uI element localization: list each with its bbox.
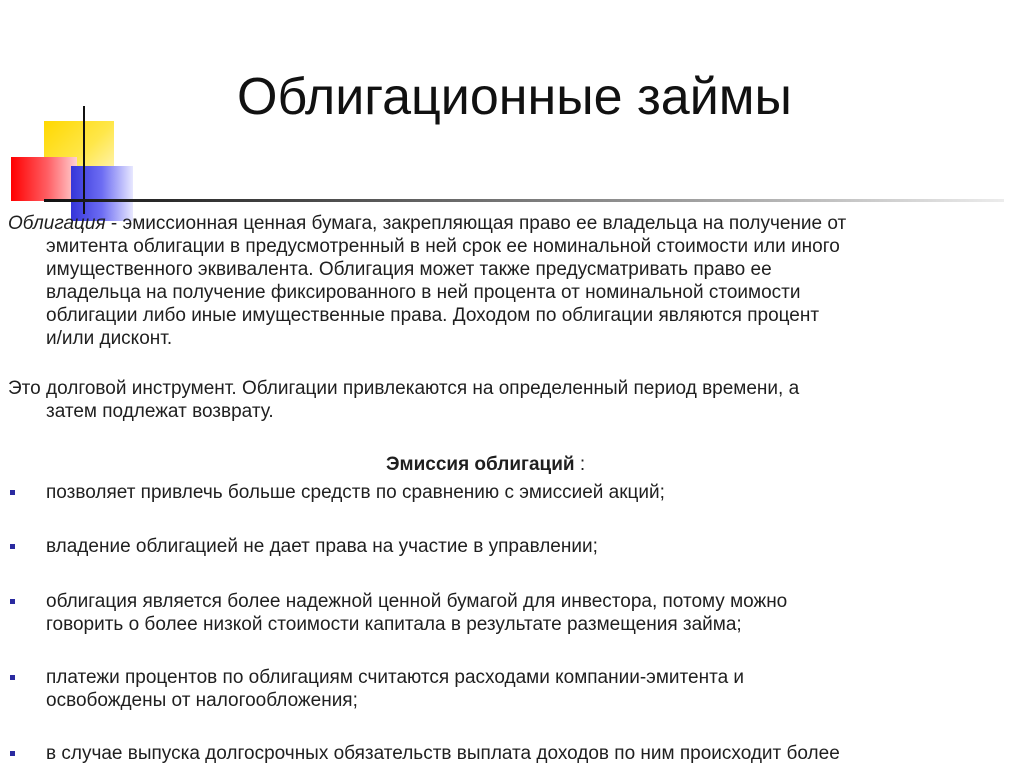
definition-line: и/или дисконт.	[46, 328, 173, 349]
list-item-text	[46, 535, 1012, 558]
definition-line: облигации либо иные имущественные права. Доходом по облигации являются процент	[46, 305, 820, 326]
definition-paragraph	[8, 212, 1014, 350]
list-item-line: владение облигацией не дает права на участие в управлении;	[46, 536, 598, 557]
list-item-line: платежи процентов по облигациям считаются расходами компании-эмитента и	[46, 667, 745, 688]
definition-term: Облигация	[8, 213, 106, 234]
list-item-text	[46, 481, 1012, 504]
square-bullet-icon	[10, 675, 15, 680]
square-bullet-icon	[10, 751, 15, 756]
emission-heading	[386, 453, 585, 476]
emission-heading-colon: :	[574, 454, 586, 475]
list-item-line: в случае выпуска долгосрочных обязательств выплата доходов по ним происходит более	[46, 743, 840, 764]
definition-line: эмитента облигации в предусмотренный в ней срок ее номинальной стоимости или иного	[46, 236, 840, 257]
list-item-text	[46, 742, 1012, 765]
square-bullet-icon	[10, 599, 15, 604]
title-divider-line	[44, 199, 1004, 202]
definition-text: - эмиссионная ценная бумага, закрепляющая право ее владельца на получение от	[105, 213, 847, 234]
list-item-line: освобождены от налогообложения;	[46, 690, 358, 711]
decoration-vertical-line	[83, 106, 85, 214]
list-item-line: облигация является более надежной ценной бумагой для инвестора, потому можно	[46, 591, 788, 612]
slide-title: Облигационные займы	[237, 67, 792, 126]
decoration-red-square	[11, 157, 77, 201]
definition-line: имущественного эквивалента. Облигация может также предусматривать право ее	[46, 259, 772, 280]
definition-line	[8, 212, 1014, 235]
list-item-text	[46, 666, 1012, 712]
debt-line: затем подлежат возврату.	[46, 401, 274, 422]
definition-line: владельца на получение фиксированного в ней процента от номинальной стоимости	[46, 282, 801, 303]
debt-line: Это долговой инструмент. Облигации привлекаются на определенный период времени, а	[8, 378, 800, 399]
list-item-text	[46, 590, 1012, 636]
list-item-line: говорить о более низкой стоимости капитала в результате размещения займа;	[46, 614, 742, 635]
emission-heading-text: Эмиссия облигаций	[386, 454, 575, 475]
list-item-line: позволяет привлечь больше средств по сравнению с эмиссией акций;	[46, 482, 665, 503]
debt-instrument-paragraph	[8, 377, 1014, 423]
square-bullet-icon	[10, 490, 15, 495]
square-bullet-icon	[10, 544, 15, 549]
